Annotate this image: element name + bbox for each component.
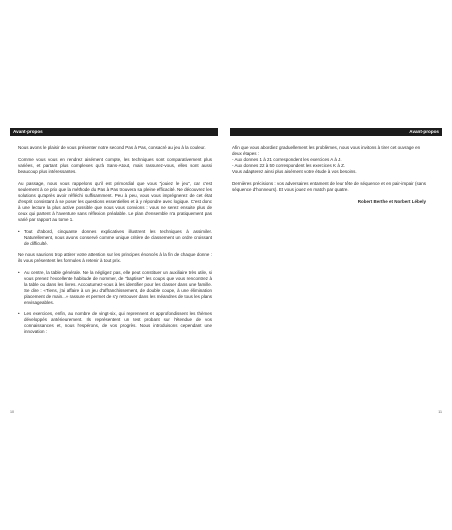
list-item: • Tout d'abord, cinquante donnes explicatives illustrent les techniques à assimiler. Naturellement, nous avons conservé comme unique critère de classement un ordre croissant de difficulté.	[18, 229, 212, 246]
list-item: • Au centre, la table générale. Ne la négligez pas, elle peut constituer un auxiliaire très utile, si vous prenez l'excellente habitude de nommer, de "baptiser" les coups que vous rencontrez à la table ou dans les livres. Accoutumez-vous à les identifier pour les classer dans une famille. Se dire : «Tiens, j'ai affaire à un jeu d'affranchissement, de double coupe, à une élimination placement de main...» rassure et permet de s'y retrouver dans les méandres de tous les plans envisageables.	[18, 270, 212, 305]
right-page	[226, 0, 452, 530]
list-line: - Aux donnes 1 à 21 correspondent les exercices A à J.	[232, 157, 342, 162]
signature: Robert Berthe et Norbert Lébely	[357, 199, 426, 204]
paragraph: Comme vous vous en rendrez aisément compte, les techniques sont comparativement plus variées, et partant plus complexes qu'à Sans-Atout, mais rassurez-vous, elles sont aussi beaucoup plus intéressantes.	[18, 157, 212, 174]
bullet-icon: •	[18, 229, 20, 234]
list-item: • Les exercices, enfin, au nombre de vingt-six, qui reprennent et approfondissent les thèmes développés antérieurement. Ils représentent un test probant sur l'étendue de vos connaissances et, nous l'espérons, de vos progrès. Nous introduisons cependant une innovation :	[18, 311, 212, 334]
running-header: Avant-propos	[230, 128, 442, 136]
list-line: - Aux donnes 22 à 50 correspondent les exercices K à Z.	[232, 163, 346, 168]
left-column	[18, 145, 212, 340]
paragraph: Ne nous saurions trop attirer votre attention sur les principes énoncés à la fin de chaque donne : ils vous présentent les formules à retenir à tout prix.	[18, 252, 212, 263]
running-header: Avant-propos	[10, 128, 218, 136]
page-number: 11	[438, 410, 442, 414]
right-column	[232, 145, 426, 205]
paragraph: Afin que vous abordiez graduellement les problèmes, nous vous invitons à tirer cet ouvrage en deux étapes :	[232, 145, 421, 156]
paragraph: Nous avons le plaisir de vous présenter notre second Pas à Pas, consacré au jeu à la couleur.	[18, 145, 206, 150]
bullet-icon: •	[18, 270, 20, 275]
bullet-icon: •	[18, 311, 20, 316]
page-number: 10	[10, 410, 14, 414]
paragraph: Au passage, nous vous rappelons qu'il est primordial que vous "jouiez le jeu", car c'est seulement à ce prix que la méthode du Pas à Pas trouvera sa pleine efficacité. Ne découvrez les solutions qu'après avoir réfléchi suffisamment. Peu à peu, vous vous imprégnerez de cet état d'esprit consistant à se poser les questions essentielles et à y répondre avec logique. C'est donc à une lecture la plus active possible que nous vous convions : vous ne serez ensuite plus de ceux qui partent à l'aventure sans réflexion préalable. Le plan d'ensemble n'a pratiquement pas varié par rapport au tome 1.	[18, 181, 212, 222]
paragraph: Vous adapterez ainsi plus aisément votre étude à vos besoins.	[232, 169, 357, 174]
paragraph: Dernières précisions : vos adversaires entament de leur tête de séquence et en pair-impair (sans séquence d'honneurs). Et vous jouez en match par quatre.	[232, 181, 426, 192]
